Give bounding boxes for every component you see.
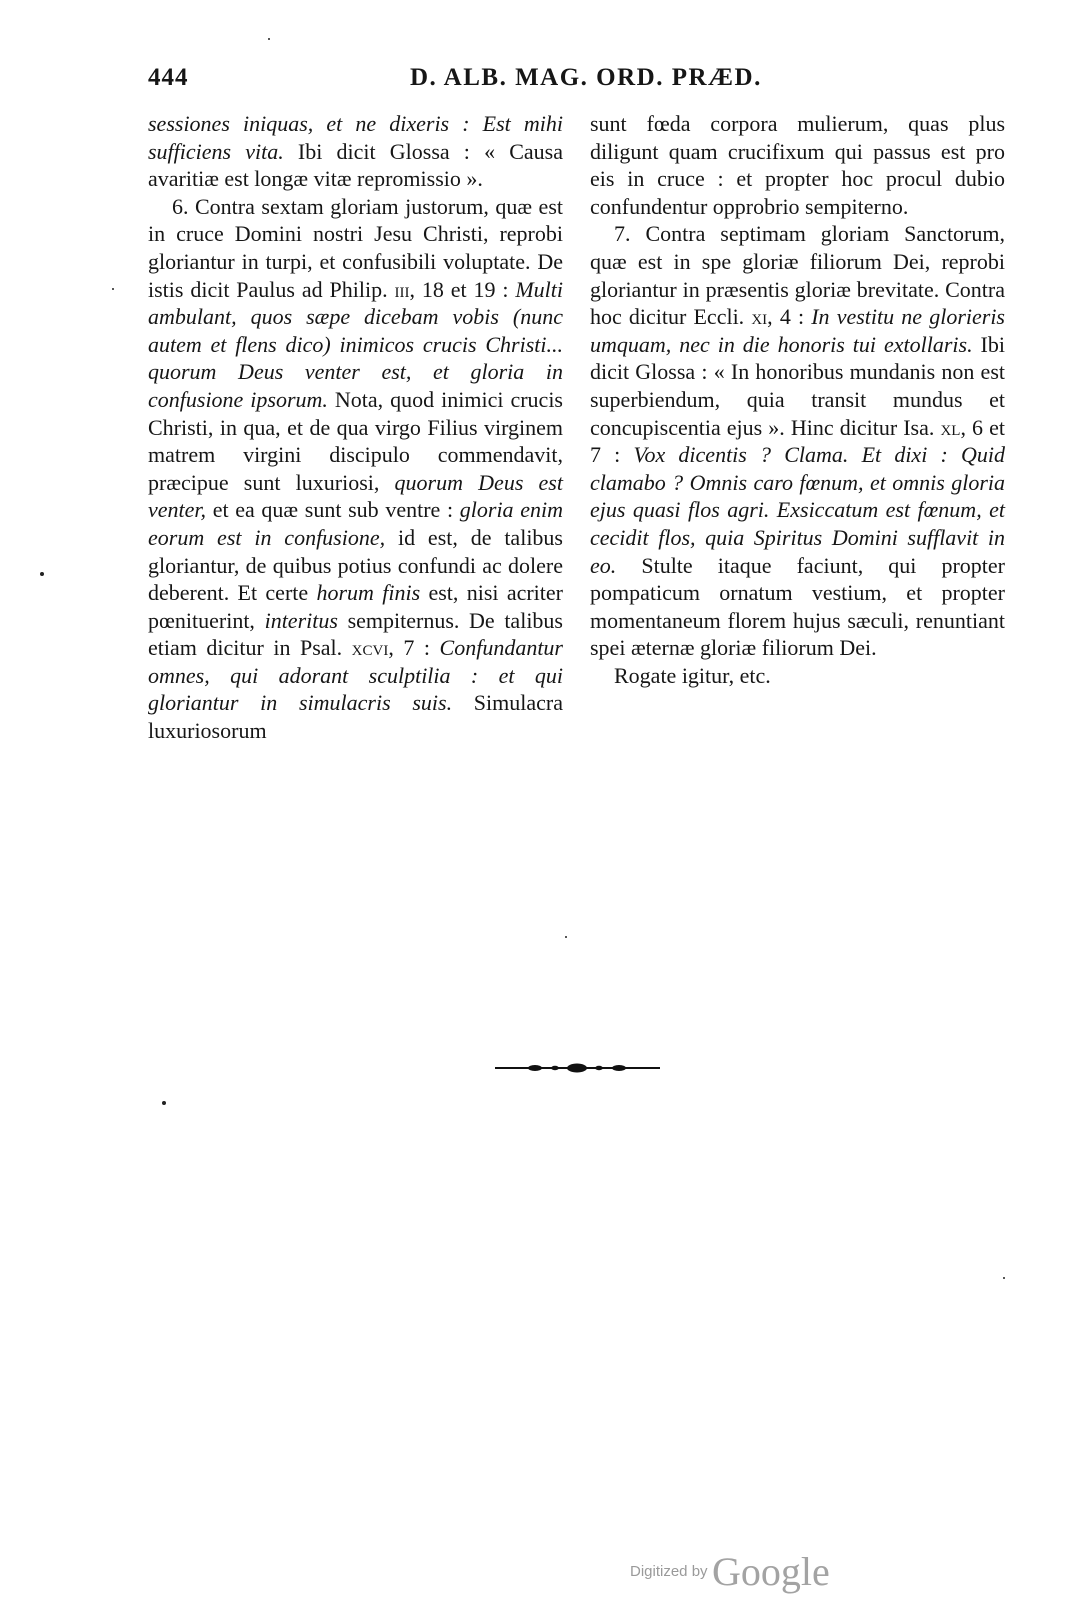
body-text: est, nisi acriter pœnituerint, — [148, 580, 563, 633]
body-text: 6. Contra sextam gloriam justorum, quæ est in cruce Domini nostri Jesu Christi, reprobi gloriantur in turpi, et confusibili voluptate. De istis dicit Paulus ad Philip. — [148, 193, 563, 302]
chapter-numeral: xl — [940, 414, 961, 440]
page-number: 444 — [148, 64, 189, 91]
body-text: , 7 : — [388, 635, 440, 661]
body-text: id est, de talibus gloriantur, de quibus potius confundi ac dolere deberent. Et certe — [148, 524, 563, 606]
body-text: Simulacra luxuriosorum — [148, 690, 563, 744]
closing-line: Rogate igitur, etc. — [614, 662, 771, 688]
scan-speck — [565, 936, 567, 938]
scripture-quote: In vestitu ne glorieris umquam, nec in die honoris tui extollaris. — [590, 304, 1005, 357]
body-text: Ibi dicit Glossa : « In honoribus mundanis non est superbiendum, quia transit mundus et concupiscentia ejus ». Hinc dicitur Isa. — [590, 331, 1005, 440]
body-text: Stulte itaque faciunt, qui propter pompaticum ornatum vestium, et propter momentaneum florem hujus sæculi, renuntiant spei æternæ gloriæ filiorum Dei. — [590, 552, 1005, 661]
right-paragraph-2 — [590, 220, 1005, 662]
left-paragraph-1 — [148, 110, 563, 193]
scripture-quote: quorum Deus est venter, — [148, 469, 563, 523]
ornament-divider — [495, 1061, 660, 1075]
body-text: , 6 et 7 : — [590, 414, 1005, 468]
watermark-prefix: Digitized by — [630, 1563, 708, 1580]
right-paragraph-3 — [590, 662, 1005, 690]
scan-speck — [40, 572, 44, 576]
emphasis: horum finis — [316, 580, 421, 606]
right-paragraph-1 — [590, 110, 1005, 220]
body-text: sempiternus. De talibus etiam dicitur in Psal. — [148, 607, 563, 661]
body-text: Nota, quod inimici crucis Christi, in qua, et de qua virgo Filius virginem matrem virgini discipulo commendavit, præcipue sunt luxuriosi, — [148, 386, 563, 495]
body-text: et ea quæ sunt sub ventre : — [206, 497, 460, 523]
scripture-quote: Multi ambulant, quos sæpe dicebam vobis (nunc autem et flens dico) inimicos crucis Christi... quorum Deus venter est, et gloria in confusione ipsorum. — [148, 276, 563, 412]
left-paragraph-2 — [148, 193, 563, 745]
google-logo: Google — [712, 1549, 830, 1594]
scripture-quote: Confundantur omnes, qui adorant sculptilia : et qui gloriantur in simulacris suis. — [148, 635, 563, 716]
running-head: D. ALB. MAG. ORD. PRÆD. — [410, 64, 762, 91]
emphasis: interitus — [264, 607, 338, 633]
body-text: , 4 : — [767, 304, 812, 330]
scan-speck — [1003, 1277, 1005, 1279]
scripture-quote: Vox dicentis ? Clama. Et dixi : Quid clamabo ? Omnis caro fœnum, et omnis gloria ejus quasi flos agri. Exsiccatum est fœnum, et cecidit flos, quia Spiritus Domini sufflavit in eo. — [590, 442, 1005, 578]
left-column — [148, 110, 563, 745]
body-text: , 18 et 19 : — [409, 276, 516, 302]
scan-speck — [112, 288, 114, 290]
body-text: 7. Contra septimam gloriam Sanctorum, quæ est in spe gloriæ filiorum Dei, reprobi gloriantur in præsentis gloriæ brevitate. Contra hoc dicitur Eccli. — [590, 221, 1005, 330]
chapter-numeral: xcvi — [351, 635, 389, 661]
scan-speck — [162, 1101, 166, 1105]
body-text: sunt fœda corpora mulierum, quas plus diligunt quam crucifixum qui passus est pro eis in cruce : et propter hoc procul dubio confundentur opprobrio sempiterno. — [590, 111, 1005, 219]
scripture-quote: sessiones iniquas, et ne dixeris : Est mihi sufficiens vita. — [148, 111, 563, 164]
scripture-quote: gloria enim eorum est in confusione, — [148, 497, 563, 550]
page-header — [148, 64, 998, 98]
chapter-numeral: iii — [394, 276, 410, 302]
digitized-watermark — [630, 1548, 830, 1595]
chapter-numeral: xi — [751, 304, 768, 330]
body-text: Ibi dicit Glossa : « Causa avaritiæ est longæ vitæ repromissio ». — [148, 138, 563, 192]
scan-speck — [268, 38, 270, 40]
right-column — [590, 110, 1005, 689]
